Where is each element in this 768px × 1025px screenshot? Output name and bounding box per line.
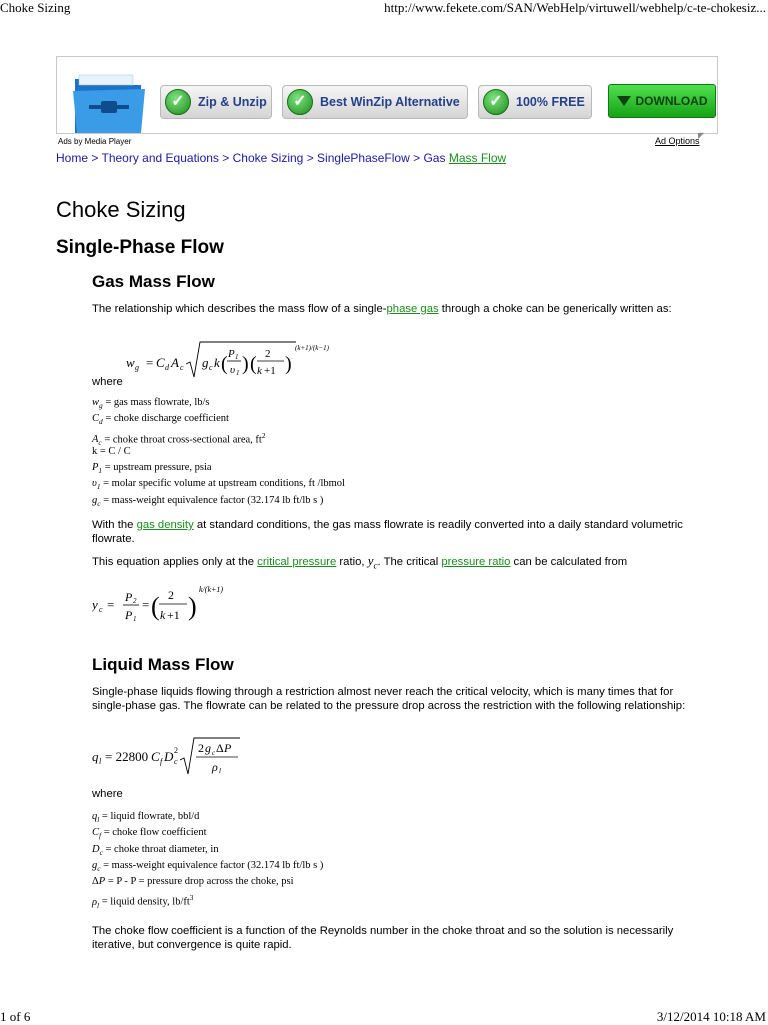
svg-text:2: 2	[198, 741, 204, 755]
svg-text:k/(k+1): k/(k+1)	[199, 585, 224, 594]
breadcrumb-single-phase[interactable]: SinglePhaseFlow	[317, 151, 410, 165]
svg-text:P: P	[228, 348, 235, 360]
svg-text:k: k	[214, 355, 220, 370]
winzip-alternative-button[interactable]: ✓ Best WinZip Alternative	[282, 85, 468, 119]
page-counter: 1 of 6	[0, 1009, 31, 1024]
ads-by-label: Ads by Media Player	[58, 137, 132, 146]
def-k: k = C / C	[92, 445, 131, 457]
print-datetime: 3/12/2014 10:18 AM	[656, 1009, 766, 1024]
svg-text:2: 2	[265, 348, 271, 360]
svg-text:2: 2	[174, 746, 178, 755]
def-dp: ΔP = P - P = pressure drop across the choke, psi	[92, 876, 294, 888]
gas-mass-flow-equation	[126, 340, 341, 380]
svg-text:2: 2	[168, 588, 174, 602]
gas-definitions	[92, 395, 345, 509]
def-cd: $C_d$ = choke discharge coefficient	[92, 413, 229, 427]
breadcrumb: Home > Theory and Equations > Choke Sizing > SinglePhaseFlow > Gas Mass Flow	[56, 151, 507, 165]
breadcrumb-home[interactable]: Home	[56, 151, 89, 165]
gas-density-link[interactable]: gas density	[136, 519, 194, 531]
gas-density-paragraph: With the gas density at standard conditions, the gas mass flowrate is readily converted into a daily standard volumetric flowrate.	[92, 519, 683, 545]
svg-text:=: =	[146, 355, 154, 370]
def-dc: $D_c$ = choke throat diameter, in	[92, 843, 219, 857]
svg-text:ρ: ρ	[212, 760, 218, 774]
download-button[interactable]: DOWNLOAD	[608, 84, 716, 118]
ad-options-link[interactable]: Ad Options	[655, 136, 700, 146]
svg-text:=: =	[142, 597, 150, 612]
svg-text:(: (	[151, 592, 160, 621]
svg-text:(: (	[221, 353, 228, 375]
liquid-flow-equation	[92, 734, 252, 780]
def-gc: $g_c$ = mass-weight equivalence factor (32.174 lb ft/lb s )	[92, 494, 324, 508]
svg-text:=: =	[107, 597, 115, 612]
svg-text:f: f	[160, 757, 163, 766]
gas-intro: The relationship which describes the mass flow of a single-phase gas through a choke can be generically written as:	[92, 303, 672, 315]
svg-text:= 22800: = 22800	[105, 749, 149, 764]
svg-text:C: C	[151, 749, 160, 764]
check-icon: ✓	[287, 89, 313, 115]
svg-text:D: D	[164, 749, 174, 764]
svg-text:): )	[285, 353, 292, 375]
svg-text:c: c	[99, 605, 103, 614]
print-title: Choke Sizing	[0, 0, 71, 15]
def-ql: $q_l$ = liquid flowrate, bbl/d	[92, 811, 200, 825]
ad-banner[interactable]	[56, 56, 718, 134]
pressure-ratio-link[interactable]: pressure ratio	[441, 556, 511, 568]
breadcrumb-gas[interactable]: Gas	[423, 151, 446, 165]
svg-text:k: k	[160, 608, 166, 622]
def-gc-liquid: $g_c$ = mass-weight equivalence factor (32.174 lb ft/lb s )	[92, 859, 324, 873]
phase-gas-link[interactable]: phase gas	[386, 303, 439, 315]
ad-choices-icon[interactable]: ◤	[698, 131, 705, 140]
gas-heading: Gas Mass Flow	[92, 272, 215, 291]
def-v1: $\upsilon_1$ = molar specific volume at upstream conditions, ft /lbmol	[92, 478, 345, 492]
svg-text:d: d	[165, 363, 169, 372]
liquid-definitions	[92, 809, 324, 911]
critical-pressure-paragraph: This equation applies only at the critical pressure ratio, $y_c$. The critical pressure ratio can be calculated from	[92, 553, 628, 571]
print-url: http://www.fekete.com/SAN/WebHelp/virtuwell/webhelp/c-te-chokesiz...	[384, 0, 766, 15]
svg-text:P: P	[125, 590, 133, 604]
zip-unzip-button[interactable]: ✓ Zip & Unzip	[160, 85, 272, 119]
svg-text:+1: +1	[264, 365, 276, 377]
critical-ratio-equation	[92, 582, 242, 628]
svg-text:w: w	[126, 355, 135, 370]
svg-text:g: g	[205, 741, 211, 755]
svg-text:Δ: Δ	[216, 741, 224, 755]
svg-text:P: P	[224, 741, 232, 755]
svg-text:l: l	[99, 757, 102, 766]
def-rho: $\rho_l$ = liquid density, $lb/ft^3$	[92, 893, 194, 911]
svg-text:q: q	[92, 749, 99, 764]
def-wg: $w_g$ = gas mass flowrate, lb/s	[92, 397, 210, 411]
svg-text:1: 1	[235, 353, 239, 361]
download-arrow-icon	[617, 96, 631, 106]
breadcrumb-current[interactable]: Mass Flow	[448, 151, 507, 165]
svg-text:g: g	[135, 363, 139, 372]
svg-text:A: A	[171, 355, 179, 370]
def-ac: $A_c$ = choke throat cross-sectional area, $ft^2$	[92, 430, 266, 448]
svg-text:c: c	[180, 363, 184, 372]
free-button[interactable]: ✓ 100% FREE	[478, 85, 592, 119]
svg-text:(: (	[250, 353, 257, 375]
svg-text:y: y	[92, 597, 98, 612]
def-cf: $C_f$ = choke flow coefficient	[92, 827, 207, 841]
svg-text:g: g	[202, 355, 209, 370]
folder-icon	[71, 71, 147, 135]
svg-text:l: l	[219, 767, 221, 775]
svg-text:c: c	[209, 363, 213, 372]
svg-text:k: k	[257, 365, 262, 377]
svg-text:c: c	[212, 749, 216, 757]
section-heading: Single-Phase Flow	[56, 237, 224, 258]
def-p1: $P_1$ = upstream pressure, psia	[92, 462, 212, 476]
svg-text:1: 1	[133, 615, 137, 623]
page-title: Choke Sizing	[56, 197, 186, 222]
svg-text:(k+1)/(k−1): (k+1)/(k−1)	[295, 344, 329, 352]
svg-text:): )	[188, 592, 197, 621]
liquid-intro: Single-phase liquids flowing through a restriction almost never reach the critical velocity, which is many times that for single-phase gas. The flowrate can be related to the pressure drop across the restriction with the following relationship:	[92, 686, 686, 712]
check-icon: ✓	[483, 89, 509, 115]
liquid-closing: The choke flow coefficient is a function of the Reynolds number in the choke throat and so the solution is necessarily iterative, but convergence is quite rapid.	[92, 925, 674, 951]
svg-text:υ: υ	[230, 364, 236, 376]
svg-text:2: 2	[133, 597, 137, 605]
critical-pressure-link[interactable]: critical pressure	[257, 556, 337, 568]
svg-text:c: c	[174, 757, 178, 766]
svg-text:+1: +1	[167, 608, 180, 622]
breadcrumb-theory[interactable]: Theory and Equations	[101, 151, 219, 165]
liquid-heading: Liquid Mass Flow	[92, 655, 234, 674]
svg-text:1: 1	[236, 369, 240, 377]
svg-text:C: C	[156, 355, 165, 370]
svg-text:P: P	[125, 608, 133, 622]
gas-where: where	[92, 376, 123, 388]
liquid-where: where	[92, 788, 123, 800]
breadcrumb-choke-sizing[interactable]: Choke Sizing	[232, 151, 304, 165]
check-icon: ✓	[165, 89, 191, 115]
svg-text:): )	[242, 353, 249, 375]
